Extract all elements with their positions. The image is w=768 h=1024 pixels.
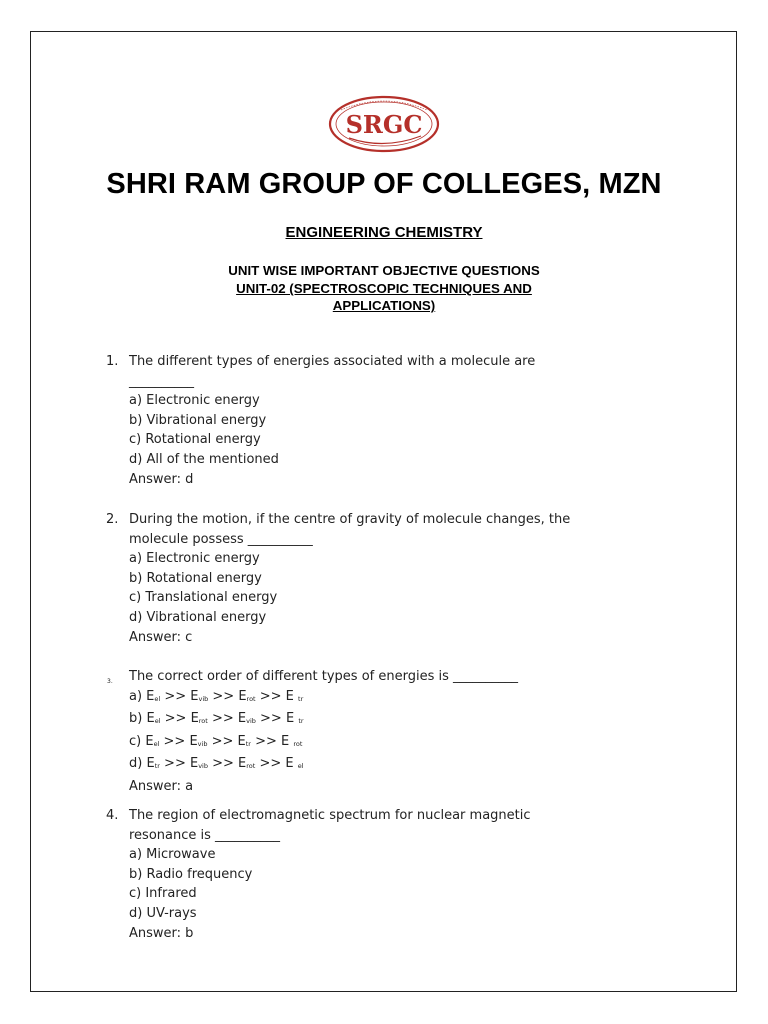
option: a) Microwave [129, 847, 216, 863]
unit-heading-line3: APPLICATIONS) [332, 298, 436, 313]
option: a) Electronic energy [129, 393, 260, 409]
option: b) Rotational energy [129, 570, 262, 586]
energy-term: $E_{tr}$ [237, 733, 251, 749]
unit-heading-line1: UNIT WISE IMPORTANT OBJECTIVE QUESTIONS [228, 263, 540, 278]
energy-term: $E_{vib}$ [237, 711, 256, 727]
question-text: The different types of energies associated with a molecule are [129, 354, 536, 369]
option: d) All of the mentioned [129, 451, 279, 467]
question-number: 4. [106, 808, 119, 823]
energy-term: E $_{rot}$ [281, 733, 303, 749]
answer: Answer: a [129, 778, 194, 794]
energy-term: $E_{vib}$ [189, 756, 208, 772]
question-number: 1. [106, 354, 119, 369]
energy-term: $E_{vib}$ [189, 733, 208, 749]
option: d) $E_{tr} >> E_{vib} >> E_{rot} >> E$ $_{el}$ [129, 756, 304, 772]
question-text: During the motion, if the centre of gravity of molecule changes, the [129, 512, 571, 527]
energy-term: E $_{el}$ [285, 756, 304, 772]
energy-term: E $_{tr}$ [285, 711, 304, 727]
option: b) Vibrational energy [129, 412, 267, 428]
option-label: b) [129, 711, 147, 727]
energy-term: $E_{el}$ [146, 688, 161, 704]
question-number: 3. [107, 678, 113, 685]
subject-title: ENGINEERING CHEMISTRY [285, 224, 483, 241]
option: c) Infrared [129, 886, 197, 902]
option: d) Vibrational energy [129, 609, 267, 625]
option-label: d) [129, 756, 147, 772]
option: b) $E_{el} >> E_{rot} >> E_{vib} >> E$ $_{tr}$ [129, 711, 304, 727]
option: c) Rotational energy [129, 432, 261, 448]
energy-term: $E_{vib}$ [190, 688, 209, 704]
answer: Answer: b [129, 925, 194, 941]
option: b) Radio frequency [129, 866, 253, 882]
energy-term: $E_{rot}$ [190, 711, 208, 727]
question-text: molecule possess __________ [129, 531, 313, 547]
answer: Answer: d [129, 471, 194, 487]
energy-term: $E_{tr}$ [146, 756, 160, 772]
energy-term: $E_{rot}$ [238, 688, 256, 704]
option: c) $E_{el} >> E_{vib} >> E_{tr} >> E$ $_{rot}$ [129, 733, 303, 749]
question-text: The region of electromagnetic spectrum for nuclear magnetic [129, 808, 531, 823]
option: a) $E_{el} >> E_{vib} >> E_{rot} >> E$ $_{tr}$ [129, 688, 304, 704]
question-text: resonance is __________ [129, 827, 281, 843]
answer: Answer: c [129, 629, 193, 645]
option-label: c) [129, 733, 146, 749]
question-text: __________ [129, 373, 194, 389]
question-text: The correct order of different types of energies is __________ [129, 669, 519, 684]
logo-text: SRGC [345, 110, 423, 139]
college-logo [327, 94, 441, 154]
option: a) Electronic energy [129, 551, 260, 567]
energy-term: E $_{tr}$ [285, 688, 304, 704]
college-name: SHRI RAM GROUP OF COLLEGES, MZN [106, 168, 662, 200]
option: c) Translational energy [129, 590, 278, 606]
energy-term: $E_{rot}$ [238, 756, 256, 772]
energy-term: $E_{el}$ [146, 711, 161, 727]
question-number: 2. [106, 512, 119, 527]
energy-term: $E_{el}$ [145, 733, 160, 749]
option-label: a) [129, 688, 147, 704]
option: d) UV-rays [129, 905, 197, 921]
unit-heading-line2: UNIT-02 (SPECTROSCOPIC TECHNIQUES AND [236, 281, 532, 296]
